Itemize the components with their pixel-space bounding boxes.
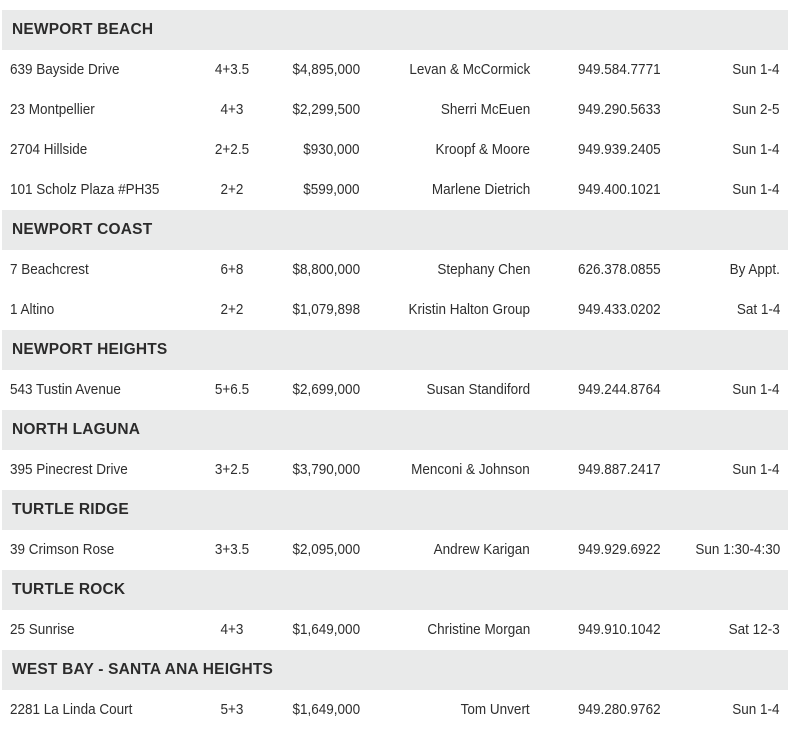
listing-agent: Susan Standiford: [426, 381, 530, 398]
listing-row: [2, 530, 788, 570]
area-section: [2, 210, 788, 330]
listing-phone: 949.929.6922: [578, 541, 661, 558]
listing-phone: 949.887.2417: [578, 461, 661, 478]
area-title: NORTH LAGUNA: [12, 421, 141, 438]
listing-row: [2, 130, 788, 170]
area-header: [2, 410, 788, 450]
listing-address: 395 Pinecrest Drive: [10, 461, 128, 478]
listing-row: [2, 690, 788, 730]
listing-open-house-time: Sun 2-5: [732, 101, 780, 118]
listing-agent: Kroopf & Moore: [435, 141, 530, 158]
listing-agent: Levan & McCormick: [409, 61, 530, 78]
area-title: NEWPORT BEACH: [12, 21, 154, 38]
listing-open-house-time: By Appt.: [729, 261, 780, 278]
listing-price: $2,095,000: [292, 541, 360, 558]
listing-phone: 949.400.1021: [578, 181, 661, 198]
listing-bed-bath: 6+8: [220, 261, 244, 278]
listing-address: 639 Bayside Drive: [10, 61, 120, 78]
listing-address: 543 Tustin Avenue: [10, 381, 121, 398]
listing-bed-bath: 5+3: [220, 701, 244, 718]
area-section: [2, 650, 788, 730]
listing-agent: Sherri McEuen: [440, 101, 530, 118]
area-section: [2, 10, 788, 210]
listing-phone: 949.244.8764: [578, 381, 661, 398]
listing-phone: 949.939.2405: [578, 141, 661, 158]
listing-address: 2281 La Linda Court: [10, 701, 133, 718]
area-title: TURTLE ROCK: [12, 581, 126, 598]
listing-bed-bath: 3+2.5: [214, 461, 250, 478]
listing-address: 101 Scholz Plaza #PH35: [10, 181, 160, 198]
listing-open-house-time: Sat 1-4: [736, 301, 780, 318]
listing-price: $1,649,000: [292, 701, 360, 718]
listing-address: 2704 Hillside: [10, 141, 88, 158]
listing-address: 1 Altino: [10, 301, 55, 318]
listing-agent: Tom Unvert: [460, 701, 530, 718]
listing-agent: Christine Morgan: [427, 621, 530, 638]
listing-phone: 949.910.1042: [578, 621, 661, 638]
listing-phone: 949.584.7771: [578, 61, 661, 78]
listing-open-house-time: Sun 1-4: [732, 181, 780, 198]
listing-row: [2, 170, 788, 210]
area-title: NEWPORT COAST: [12, 221, 153, 238]
listing-agent: Menconi & Johnson: [411, 461, 530, 478]
listing-open-house-time: Sun 1-4: [732, 141, 780, 158]
listing-agent: Stephany Chen: [436, 261, 530, 278]
listing-address: 39 Crimson Rose: [10, 541, 115, 558]
listing-bed-bath: 3+3.5: [214, 541, 250, 558]
listing-price: $1,649,000: [292, 621, 360, 638]
open-house-listings-table: [2, 10, 788, 730]
area-title: TURTLE RIDGE: [12, 501, 129, 518]
listing-bed-bath: 5+6.5: [214, 381, 250, 398]
listing-price: $2,299,500: [292, 101, 360, 118]
listing-phone: 949.280.9762: [578, 701, 661, 718]
area-title: NEWPORT HEIGHTS: [12, 341, 168, 358]
area-header: [2, 490, 788, 530]
area-section: [2, 490, 788, 570]
area-section: [2, 410, 788, 490]
listing-phone: 626.378.0855: [578, 261, 661, 278]
listing-row: [2, 450, 788, 490]
listing-bed-bath: 4+3: [220, 621, 244, 638]
area-title: WEST BAY - SANTA ANA HEIGHTS: [12, 661, 274, 678]
listing-address: 25 Sunrise: [10, 621, 75, 638]
listing-row: [2, 50, 788, 90]
listing-row: [2, 90, 788, 130]
area-section: [2, 330, 788, 410]
listing-open-house-time: Sun 1:30-4:30: [695, 541, 780, 558]
listing-open-house-time: Sun 1-4: [732, 381, 780, 398]
listing-row: [2, 250, 788, 290]
listing-price: $2,699,000: [292, 381, 360, 398]
listing-address: 7 Beachcrest: [10, 261, 89, 278]
listing-bed-bath: 4+3: [220, 101, 244, 118]
listing-row: [2, 290, 788, 330]
listing-price: $3,790,000: [292, 461, 360, 478]
listing-price: $599,000: [303, 181, 360, 198]
area-header: [2, 210, 788, 250]
listing-phone: 949.433.0202: [578, 301, 661, 318]
listing-open-house-time: Sat 12-3: [728, 621, 780, 638]
listing-open-house-time: Sun 1-4: [732, 61, 780, 78]
listing-agent: Marlene Dietrich: [431, 181, 530, 198]
listing-price: $4,895,000: [292, 61, 360, 78]
listing-address: 23 Montpellier: [10, 101, 95, 118]
listing-price: $930,000: [303, 141, 360, 158]
listing-agent: Andrew Karigan: [433, 541, 530, 558]
listing-price: $1,079,898: [292, 301, 360, 318]
area-header: [2, 570, 788, 610]
area-header: [2, 650, 788, 690]
listing-row: [2, 610, 788, 650]
listing-price: $8,800,000: [292, 261, 360, 278]
listing-bed-bath: 2+2.5: [214, 141, 250, 158]
area-header: [2, 10, 788, 50]
listing-bed-bath: 2+2: [220, 181, 244, 198]
listing-bed-bath: 4+3.5: [214, 61, 250, 78]
listing-open-house-time: Sun 1-4: [732, 461, 780, 478]
listing-phone: 949.290.5633: [578, 101, 661, 118]
area-section: [2, 570, 788, 650]
area-header: [2, 330, 788, 370]
listing-open-house-time: Sun 1-4: [732, 701, 780, 718]
listing-agent: Kristin Halton Group: [408, 301, 530, 318]
listing-bed-bath: 2+2: [220, 301, 244, 318]
listing-row: [2, 370, 788, 410]
